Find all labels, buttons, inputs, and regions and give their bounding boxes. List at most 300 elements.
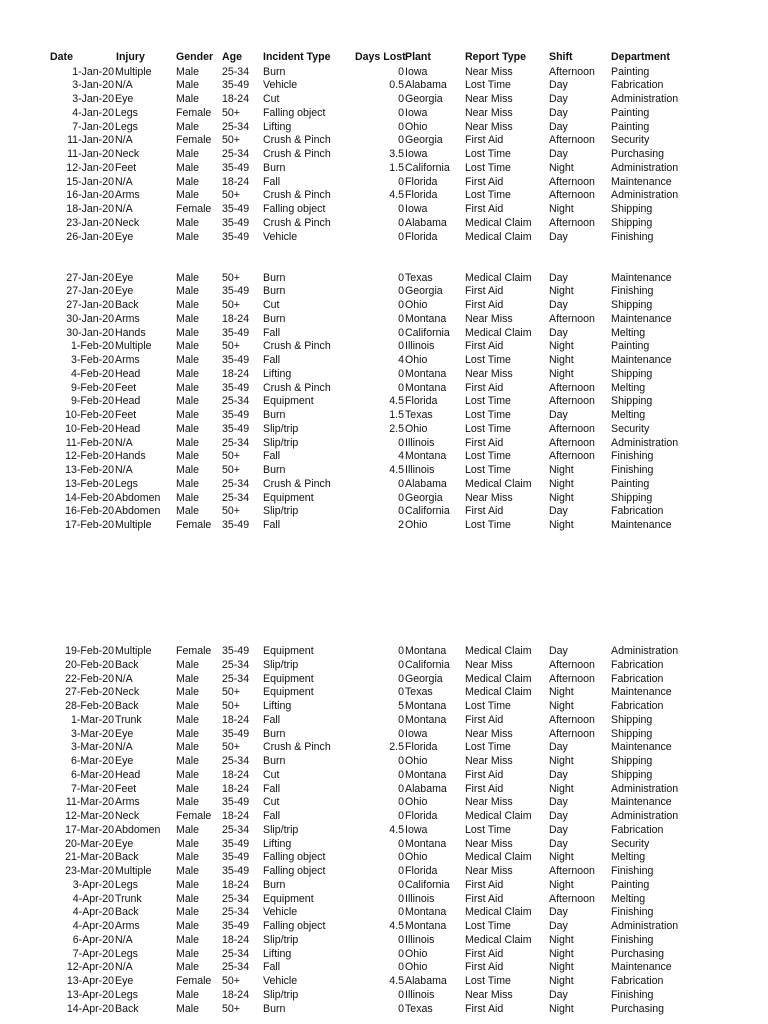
cell-gender: Male bbox=[176, 892, 199, 905]
cell-shift: Afternoon bbox=[549, 312, 595, 325]
cell-age: 25-34 bbox=[222, 672, 250, 685]
cell-days-lost: 0 bbox=[398, 381, 404, 394]
cell-age: 35-49 bbox=[222, 216, 250, 229]
cell-shift: Afternoon bbox=[549, 892, 595, 905]
cell-shift: Night bbox=[549, 878, 574, 891]
cell-report-type: First Aid bbox=[465, 134, 504, 147]
cell-injury: Arms bbox=[115, 189, 140, 202]
cell-report-type: First Aid bbox=[465, 947, 504, 960]
cell-days-lost: 0 bbox=[398, 947, 404, 960]
cell-gender: Male bbox=[176, 148, 199, 160]
cell-age: 18-24 bbox=[222, 312, 250, 325]
cell-department: Administration bbox=[611, 782, 679, 795]
cell-report-type: Near Miss bbox=[465, 106, 513, 119]
cell-injury: Feet bbox=[115, 161, 137, 174]
cell-age: 35-49 bbox=[222, 920, 250, 932]
cell-shift: Day bbox=[549, 741, 568, 754]
cell-report-type: Near Miss bbox=[465, 865, 513, 877]
cell-report-type: Medical Claim bbox=[465, 906, 532, 919]
cell-report-type: Lost Time bbox=[465, 189, 511, 202]
cell-incident-type: Falling object bbox=[263, 920, 326, 932]
cell-gender: Male bbox=[176, 1002, 199, 1015]
cell-plant: Illinois bbox=[405, 892, 435, 905]
cell-days-lost: 3.5 bbox=[389, 148, 404, 160]
cell-age: 35-49 bbox=[222, 161, 250, 174]
cell-department: Shipping bbox=[611, 367, 653, 380]
cell-injury: Hands bbox=[115, 326, 146, 339]
cell-report-type: First Aid bbox=[465, 713, 504, 726]
cell-days-lost: 0 bbox=[398, 686, 404, 699]
cell-plant: Montana bbox=[405, 700, 447, 712]
cell-injury: Multiple bbox=[115, 340, 152, 353]
cell-age: 35-49 bbox=[222, 422, 250, 435]
cell-date: 12-Apr-20 bbox=[66, 961, 114, 974]
cell-injury: Eye bbox=[115, 230, 134, 243]
cell-shift: Night bbox=[549, 491, 574, 504]
cell-days-lost: 4 bbox=[398, 450, 404, 463]
cell-report-type: Lost Time bbox=[465, 975, 511, 987]
cell-gender: Male bbox=[176, 422, 199, 435]
cell-plant: Iowa bbox=[405, 727, 428, 740]
cell-incident-type: Fall bbox=[263, 354, 281, 366]
cell-gender: Male bbox=[176, 161, 199, 174]
cell-days-lost: 0 bbox=[398, 933, 404, 946]
cell-injury: Feet bbox=[115, 409, 137, 421]
cell-injury: Neck bbox=[115, 686, 140, 699]
cell-department: Security bbox=[611, 837, 650, 850]
cell-gender: Male bbox=[176, 395, 199, 408]
cell-age: 25-34 bbox=[222, 395, 250, 408]
cell-incident-type: Fall bbox=[263, 961, 281, 974]
cell-report-type: Medical Claim bbox=[465, 810, 532, 822]
cell-gender: Female bbox=[176, 106, 212, 119]
cell-injury: N/A bbox=[115, 464, 133, 476]
cell-incident-type: Fall bbox=[263, 450, 281, 463]
cell-date: 27-Jan-20 bbox=[66, 285, 114, 298]
cell-department: Fabrication bbox=[611, 975, 664, 987]
cell-shift: Afternoon bbox=[549, 727, 595, 740]
cell-age: 35-49 bbox=[222, 354, 250, 366]
cell-shift: Day bbox=[549, 93, 568, 105]
cell-report-type: Lost Time bbox=[465, 823, 511, 836]
cell-days-lost: 0 bbox=[398, 810, 404, 822]
cell-incident-type: Fall bbox=[263, 519, 281, 531]
cell-injury: Arms bbox=[115, 920, 140, 932]
cell-incident-type: Falling object bbox=[263, 203, 326, 215]
cell-date: 13-Apr-20 bbox=[66, 975, 114, 987]
cell-days-lost: 0 bbox=[398, 312, 404, 325]
cell-report-type: First Aid bbox=[465, 381, 504, 394]
cell-date: 27-Jan-20 bbox=[66, 271, 114, 284]
cell-date: 4-Jan-20 bbox=[72, 106, 114, 119]
cell-report-type: Near Miss bbox=[465, 312, 513, 325]
cell-incident-type: Burn bbox=[263, 878, 286, 891]
cell-incident-type: Vehicle bbox=[263, 79, 298, 92]
cell-plant: Florida bbox=[405, 395, 438, 408]
cell-shift: Afternoon bbox=[549, 865, 595, 877]
cell-injury: Eye bbox=[115, 727, 134, 740]
cell-plant: Ohio bbox=[405, 851, 428, 864]
cell-department: Painting bbox=[611, 106, 650, 119]
cell-department: Security bbox=[611, 134, 650, 147]
cell-report-type: Near Miss bbox=[465, 491, 513, 504]
cell-plant: California bbox=[405, 505, 450, 518]
cell-department: Shipping bbox=[611, 768, 653, 781]
cell-age: 50+ bbox=[222, 741, 240, 754]
cell-injury: Back bbox=[115, 906, 139, 919]
cell-shift: Day bbox=[549, 906, 568, 919]
cell-incident-type: Equipment bbox=[263, 645, 314, 657]
cell-age: 50+ bbox=[222, 686, 240, 699]
cell-days-lost: 4.5 bbox=[389, 975, 404, 987]
cell-shift: Night bbox=[549, 477, 574, 490]
cell-days-lost: 0 bbox=[398, 477, 404, 490]
cell-shift: Afternoon bbox=[549, 134, 595, 147]
cell-gender: Male bbox=[176, 755, 199, 767]
cell-incident-type: Slip/trip bbox=[263, 422, 299, 435]
cell-date: 20-Mar-20 bbox=[65, 837, 114, 850]
cell-shift: Day bbox=[549, 120, 568, 133]
cell-gender: Male bbox=[176, 823, 199, 836]
cell-gender: Male bbox=[176, 450, 199, 463]
cell-date: 12-Mar-20 bbox=[65, 810, 114, 822]
cell-injury: N/A bbox=[115, 134, 133, 147]
cell-gender: Male bbox=[176, 906, 199, 919]
cell-gender: Male bbox=[176, 189, 199, 202]
cell-report-type: First Aid bbox=[465, 340, 504, 353]
cell-department: Shipping bbox=[611, 203, 653, 215]
cell-report-type: Medical Claim bbox=[465, 672, 532, 685]
cell-incident-type: Crush & Pinch bbox=[263, 381, 331, 394]
cell-report-type: First Aid bbox=[465, 299, 504, 311]
cell-shift: Afternoon bbox=[549, 450, 595, 463]
cell-age: 50+ bbox=[222, 464, 240, 476]
cell-plant: Texas bbox=[405, 271, 433, 284]
cell-gender: Male bbox=[176, 477, 199, 490]
cell-report-type: First Aid bbox=[465, 175, 504, 188]
cell-incident-type: Burn bbox=[263, 464, 286, 476]
cell-department: Administration bbox=[611, 645, 679, 657]
cell-department: Melting bbox=[611, 892, 646, 905]
cell-gender: Male bbox=[176, 920, 199, 932]
cell-shift: Afternoon bbox=[549, 216, 595, 229]
cell-department: Finishing bbox=[611, 933, 654, 946]
cell-plant: Florida bbox=[405, 189, 438, 202]
cell-plant: Montana bbox=[405, 645, 447, 657]
cell-plant: Montana bbox=[405, 768, 447, 781]
cell-incident-type: Fall bbox=[263, 326, 281, 339]
cell-report-type: Near Miss bbox=[465, 93, 513, 105]
cell-report-type: Lost Time bbox=[465, 161, 511, 174]
cell-days-lost: 0 bbox=[398, 865, 404, 877]
cell-shift: Day bbox=[549, 837, 568, 850]
cell-date: 16-Jan-20 bbox=[66, 189, 114, 202]
cell-report-type: Near Miss bbox=[465, 367, 513, 380]
cell-days-lost: 0 bbox=[398, 645, 404, 657]
cell-date: 11-Mar-20 bbox=[65, 796, 114, 809]
cell-injury: Legs bbox=[115, 106, 138, 119]
cell-days-lost: 0 bbox=[398, 988, 404, 1001]
cell-plant: Montana bbox=[405, 920, 447, 932]
cell-age: 25-34 bbox=[222, 491, 250, 504]
cell-days-lost: 0 bbox=[398, 713, 404, 726]
cell-days-lost: 0.5 bbox=[389, 79, 404, 92]
cell-date: 7-Apr-20 bbox=[72, 947, 114, 960]
cell-shift: Afternoon bbox=[549, 189, 595, 202]
cell-gender: Male bbox=[176, 700, 199, 712]
cell-injury: N/A bbox=[115, 436, 133, 449]
cell-incident-type: Cut bbox=[263, 299, 280, 311]
cell-shift: Day bbox=[549, 768, 568, 781]
cell-incident-type: Vehicle bbox=[263, 230, 298, 243]
cell-department: Security bbox=[611, 422, 650, 435]
cell-plant: Ohio bbox=[405, 519, 428, 531]
cell-department: Maintenance bbox=[611, 686, 672, 699]
cell-age: 25-34 bbox=[222, 906, 250, 919]
cell-report-type: Lost Time bbox=[465, 354, 511, 366]
cell-plant: Florida bbox=[405, 175, 438, 188]
cell-plant: California bbox=[405, 878, 450, 891]
cell-age: 18-24 bbox=[222, 713, 250, 726]
cell-days-lost: 4.5 bbox=[389, 920, 404, 932]
cell-plant: Texas bbox=[405, 686, 433, 699]
cell-injury: Eye bbox=[115, 285, 134, 298]
cell-gender: Male bbox=[176, 381, 199, 394]
cell-date: 6-Mar-20 bbox=[71, 755, 114, 767]
cell-days-lost: 0 bbox=[398, 106, 404, 119]
cell-gender: Female bbox=[176, 645, 212, 657]
cell-days-lost: 1.5 bbox=[389, 409, 404, 421]
cell-injury: Neck bbox=[115, 216, 140, 229]
cell-gender: Male bbox=[176, 464, 199, 476]
cell-injury: Abdomen bbox=[115, 491, 161, 504]
cell-date: 11-Feb-20 bbox=[65, 436, 114, 449]
cell-gender: Male bbox=[176, 93, 199, 105]
cell-department: Melting bbox=[611, 851, 646, 864]
cell-days-lost: 0 bbox=[398, 491, 404, 504]
cell-plant: Iowa bbox=[405, 823, 428, 836]
cell-date: 19-Feb-20 bbox=[65, 645, 114, 657]
cell-department: Maintenance bbox=[611, 741, 672, 754]
cell-injury: N/A bbox=[115, 741, 133, 754]
cell-report-type: First Aid bbox=[465, 203, 504, 215]
cell-department: Finishing bbox=[611, 988, 654, 1001]
cell-date: 3-Jan-20 bbox=[72, 93, 114, 105]
cell-age: 18-24 bbox=[222, 878, 250, 891]
header-shift: Shift bbox=[549, 51, 573, 63]
cell-shift: Day bbox=[549, 810, 568, 822]
cell-age: 50+ bbox=[222, 1002, 240, 1015]
cell-report-type: Lost Time bbox=[465, 422, 511, 435]
cell-report-type: Lost Time bbox=[465, 519, 511, 531]
cell-shift: Day bbox=[549, 326, 568, 339]
cell-days-lost: 0 bbox=[398, 216, 404, 229]
cell-report-type: Lost Time bbox=[465, 700, 511, 712]
cell-report-type: Medical Claim bbox=[465, 230, 532, 243]
cell-report-type: First Aid bbox=[465, 436, 504, 449]
cell-injury: Arms bbox=[115, 796, 140, 809]
cell-report-type: Lost Time bbox=[465, 450, 511, 463]
cell-injury: Eye bbox=[115, 755, 134, 767]
cell-days-lost: 0 bbox=[398, 285, 404, 298]
cell-date: 12-Feb-20 bbox=[65, 450, 114, 463]
cell-days-lost: 0 bbox=[398, 961, 404, 974]
cell-report-type: First Aid bbox=[465, 878, 504, 891]
cell-plant: Georgia bbox=[405, 491, 443, 504]
cell-report-type: Lost Time bbox=[465, 79, 511, 92]
cell-age: 35-49 bbox=[222, 519, 250, 531]
header-report-type: Report Type bbox=[465, 51, 527, 63]
cell-days-lost: 0 bbox=[398, 851, 404, 864]
cell-department: Purchasing bbox=[611, 947, 664, 960]
cell-age: 50+ bbox=[222, 340, 240, 353]
cell-gender: Male bbox=[176, 216, 199, 229]
cell-days-lost: 0 bbox=[398, 436, 404, 449]
header-plant: Plant bbox=[405, 51, 431, 63]
cell-incident-type: Lifting bbox=[263, 700, 292, 712]
cell-injury: Abdomen bbox=[115, 505, 161, 518]
cell-incident-type: Slip/trip bbox=[263, 823, 299, 836]
cell-incident-type: Slip/trip bbox=[263, 933, 299, 946]
cell-shift: Day bbox=[549, 106, 568, 119]
cell-shift: Day bbox=[549, 79, 568, 92]
cell-department: Administration bbox=[611, 810, 679, 822]
cell-gender: Male bbox=[176, 741, 199, 754]
cell-department: Administration bbox=[611, 436, 679, 449]
cell-age: 35-49 bbox=[222, 381, 250, 394]
cell-age: 35-49 bbox=[222, 865, 250, 877]
cell-gender: Male bbox=[176, 175, 199, 188]
cell-incident-type: Slip/trip bbox=[263, 436, 299, 449]
cell-plant: California bbox=[405, 161, 450, 174]
cell-department: Fabrication bbox=[611, 700, 664, 712]
cell-age: 18-24 bbox=[222, 782, 250, 795]
cell-injury: Back bbox=[115, 299, 139, 311]
cell-gender: Male bbox=[176, 285, 199, 298]
cell-days-lost: 0 bbox=[398, 93, 404, 105]
cell-date: 17-Feb-20 bbox=[65, 519, 114, 531]
cell-age: 25-34 bbox=[222, 65, 250, 78]
cell-age: 25-34 bbox=[222, 823, 250, 836]
cell-incident-type: Slip/trip bbox=[263, 988, 299, 1001]
cell-date: 6-Mar-20 bbox=[71, 768, 114, 781]
cell-report-type: Near Miss bbox=[465, 988, 513, 1001]
cell-incident-type: Slip/trip bbox=[263, 658, 299, 671]
cell-incident-type: Falling object bbox=[263, 865, 326, 877]
cell-days-lost: 0 bbox=[398, 175, 404, 188]
cell-shift: Night bbox=[549, 755, 574, 767]
cell-shift: Day bbox=[549, 920, 568, 932]
cell-injury: Feet bbox=[115, 381, 137, 394]
cell-plant: Ohio bbox=[405, 299, 428, 311]
cell-shift: Day bbox=[549, 409, 568, 421]
cell-report-type: Near Miss bbox=[465, 755, 513, 767]
cell-plant: Ohio bbox=[405, 120, 428, 133]
cell-department: Administration bbox=[611, 161, 679, 174]
cell-injury: N/A bbox=[115, 933, 133, 946]
cell-age: 18-24 bbox=[222, 367, 250, 380]
cell-report-type: Medical Claim bbox=[465, 933, 532, 946]
cell-report-type: Near Miss bbox=[465, 658, 513, 671]
cell-department: Melting bbox=[611, 326, 646, 339]
cell-age: 35-49 bbox=[222, 645, 250, 657]
cell-date: 20-Feb-20 bbox=[65, 658, 114, 671]
cell-gender: Female bbox=[176, 975, 212, 987]
cell-incident-type: Crush & Pinch bbox=[263, 741, 331, 754]
cell-shift: Day bbox=[549, 230, 568, 243]
cell-date: 27-Jan-20 bbox=[66, 299, 114, 311]
cell-incident-type: Vehicle bbox=[263, 906, 298, 919]
cell-plant: Illinois bbox=[405, 464, 435, 476]
cell-days-lost: 0 bbox=[398, 906, 404, 919]
cell-report-type: First Aid bbox=[465, 961, 504, 974]
cell-date: 4-Apr-20 bbox=[72, 906, 114, 919]
cell-report-type: Near Miss bbox=[465, 65, 513, 78]
cell-plant: Ohio bbox=[405, 422, 428, 435]
cell-date: 11-Jan-20 bbox=[67, 134, 114, 147]
cell-injury: N/A bbox=[115, 175, 133, 188]
header-days-lost: Days Lost bbox=[355, 51, 406, 63]
cell-days-lost: 0 bbox=[398, 1002, 404, 1015]
cell-incident-type: Burn bbox=[263, 1002, 286, 1015]
cell-department: Administration bbox=[611, 93, 679, 105]
cell-incident-type: Vehicle bbox=[263, 975, 298, 987]
cell-date: 27-Feb-20 bbox=[65, 686, 114, 699]
cell-injury: Neck bbox=[115, 810, 140, 822]
cell-gender: Male bbox=[176, 837, 199, 850]
cell-department: Shipping bbox=[611, 216, 653, 229]
cell-date: 30-Jan-20 bbox=[66, 312, 114, 325]
cell-days-lost: 0 bbox=[398, 120, 404, 133]
cell-department: Painting bbox=[611, 340, 650, 353]
cell-injury: Legs bbox=[115, 120, 138, 133]
cell-injury: Arms bbox=[115, 312, 140, 325]
cell-injury: Eye bbox=[115, 837, 134, 850]
cell-gender: Male bbox=[176, 796, 199, 809]
cell-gender: Male bbox=[176, 409, 199, 421]
cell-department: Maintenance bbox=[611, 312, 672, 325]
cell-age: 35-49 bbox=[222, 409, 250, 421]
cell-injury: Legs bbox=[115, 988, 138, 1001]
cell-department: Shipping bbox=[611, 299, 653, 311]
cell-injury: Back bbox=[115, 851, 139, 864]
cell-shift: Night bbox=[549, 700, 574, 712]
cell-incident-type: Burn bbox=[263, 161, 286, 174]
cell-report-type: Lost Time bbox=[465, 741, 511, 754]
cell-date: 3-Apr-20 bbox=[72, 878, 114, 891]
cell-date: 13-Feb-20 bbox=[65, 464, 114, 476]
cell-date: 21-Mar-20 bbox=[65, 851, 114, 864]
cell-days-lost: 0 bbox=[398, 271, 404, 284]
cell-plant: Iowa bbox=[405, 203, 428, 215]
cell-age: 18-24 bbox=[222, 810, 250, 822]
cell-date: 1-Feb-20 bbox=[71, 340, 114, 353]
cell-plant: Montana bbox=[405, 906, 447, 919]
cell-age: 25-34 bbox=[222, 477, 250, 490]
cell-shift: Night bbox=[549, 975, 574, 987]
cell-date: 4-Apr-20 bbox=[72, 892, 114, 905]
cell-days-lost: 0 bbox=[398, 367, 404, 380]
cell-plant: Ohio bbox=[405, 796, 428, 809]
cell-department: Melting bbox=[611, 381, 646, 394]
cell-date: 3-Feb-20 bbox=[71, 354, 114, 366]
cell-date: 23-Jan-20 bbox=[66, 216, 114, 229]
cell-department: Administration bbox=[611, 189, 679, 202]
cell-gender: Female bbox=[176, 203, 212, 215]
cell-incident-type: Fall bbox=[263, 810, 281, 822]
cell-injury: Multiple bbox=[115, 645, 152, 657]
cell-shift: Afternoon bbox=[549, 436, 595, 449]
